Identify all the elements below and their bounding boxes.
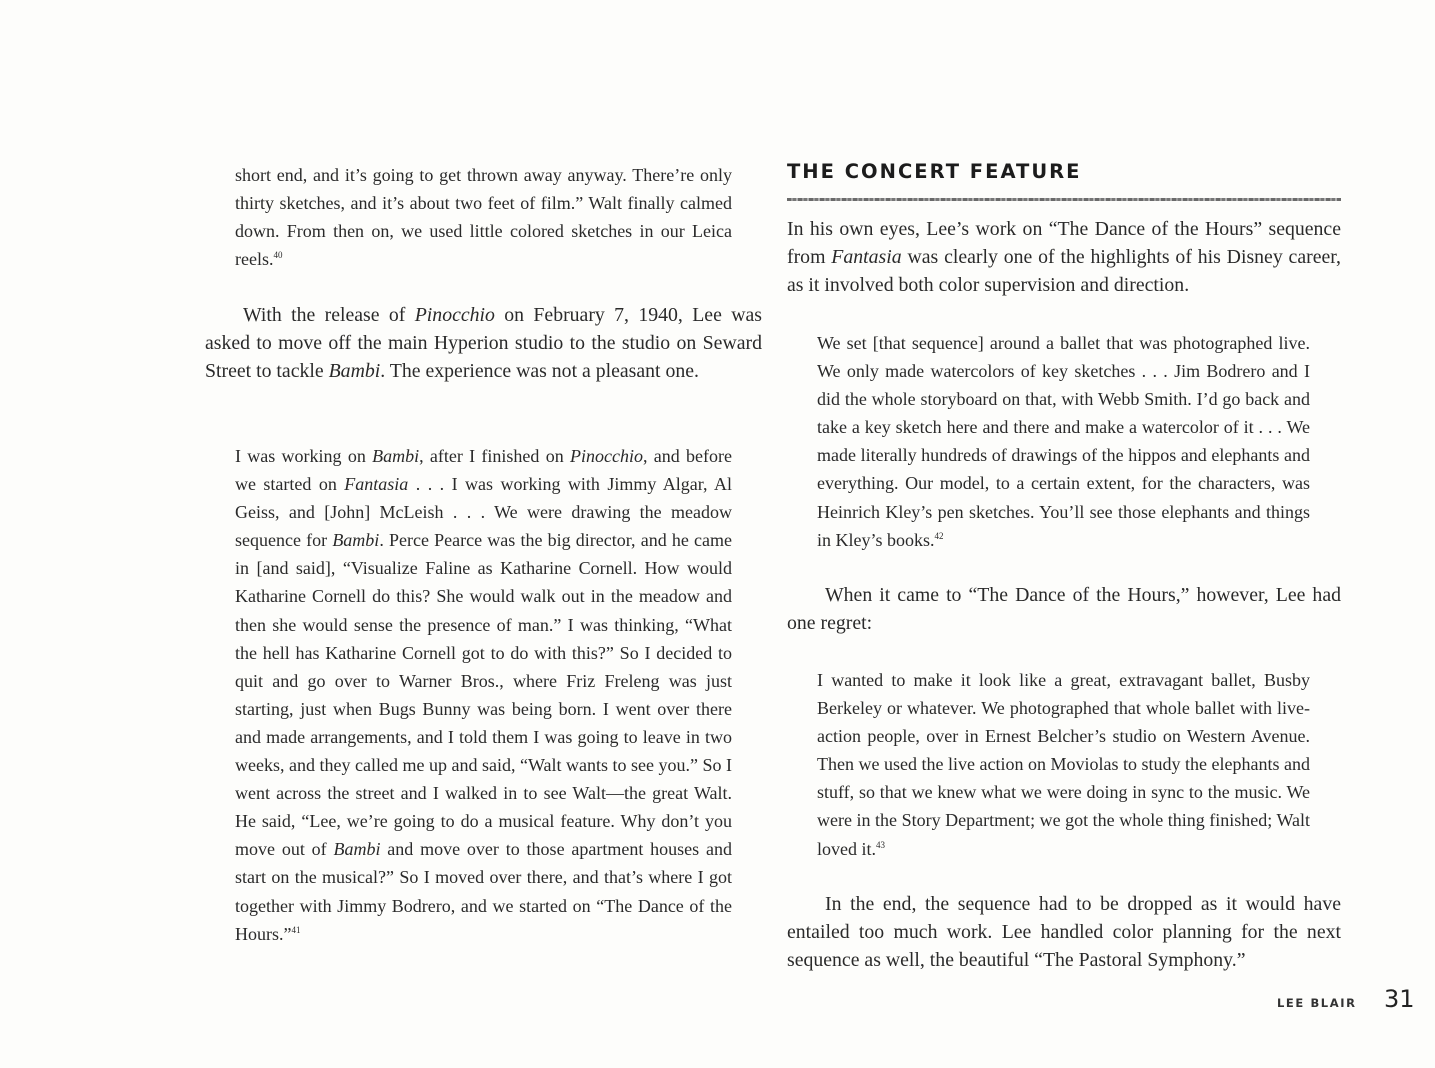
running-head: LEE BLAIR xyxy=(1277,996,1357,1010)
left-quote-continuation: short end, and it’s going to get thrown away anyway. There’re only thirty sketches, and it’s about two feet of film.” Walt finally calmed down. From then on, we used little colored sketches in our Leica reels.$^{40}$ xyxy=(235,165,732,270)
section-rule xyxy=(787,198,1341,201)
left-paragraph-1: With the release of Pinocchio on February 7, 1940, Lee was asked to move off the main Hyperion studio to the studio on Seward Street to tackle Bambi. The experience was not a pleasant one. xyxy=(205,304,762,383)
right-paragraph-1: In his own eyes, Lee’s work on “The Dance of the Hours” sequence from Fantasia was clearly one of the highlights of his Disney career, as it involved both color supervision and direction. xyxy=(787,218,1341,297)
page-number: 31 xyxy=(1384,985,1415,1013)
footnote-ref-40: 40 xyxy=(273,250,283,261)
left-blockquote-bambi: I was working on Bambi, after I finished on Pinocchio, and before we started on Fantasia . . . I was working with Jimmy Algar, Al Geiss, and [John] McLeish . . . We were drawing the meadow sequence for Bambi. Perce Pearce was the big director, and he came in [and said], “Visualize Faline as Katharine Cornell. How would Katharine Cornell do this? She would walk out in the meadow and then she would sense the presence of man.” I was thinking, “What the hell has Katharine Cornell got to do with this?” So I decided to quit and go over to Warner Bros., where Friz Freleng was just starting, just when Bugs Bunny was being born. I went over there and made arrangements, and I told them I was going to leave in two weeks, and they called me up and said, “Walt wants to see you.” So I went across the street and I walked in to see Walt—the great Walt. He said, “Lee, we’re going to do a musical feature. Why don’t you move out of Bambi and move over to those apartment houses and start on the musical?” So I moved over there, and that’s where I got together with Jimmy Bodrero, and we started on “The Dance of the Hours.”$^{41}$ xyxy=(235,446,733,944)
footnote-ref-41: 41 xyxy=(291,924,301,935)
right-blockquote-regret: I wanted to make it look like a great, extravagant ballet, Busby Berkeley or whatever. We photographed that whole ballet with live-action people, over in Ernest Belcher’s studio on Western Avenue. Then we used the live action on Moviolas to study the elephants and stuff, so that we knew what we were doing in sync to the music. We were in the Story Department; we got the whole thing finished; Walt loved it.$^{43}$ xyxy=(817,670,1310,859)
footnote-ref-42: 42 xyxy=(934,530,944,541)
right-paragraph-2: When it came to “The Dance of the Hours,” however, Lee had one regret: xyxy=(787,584,1341,635)
right-paragraph-3: In the end, the sequence had to be dropped as it would have entailed too much work. Lee handled color planning for the next sequence as well, the beautiful “The Pastoral Symphony.” xyxy=(787,893,1341,972)
footnote-ref-43: 43 xyxy=(876,839,885,850)
right-blockquote-ballet: We set [that sequence] around a ballet that was photographed live. We only made watercolors of key sketches . . . Jim Bodrero and I did the whole storyboard on that, with Webb Smith. I’d go back and take a key sketch here and there and make a watercolor of it . . . We made literally hundreds of drawings of the hippos and elephants and everything. Our model, to a certain extent, for the characters, was Heinrich Kley’s pen sketches. You’ll see those elephants and things in Kley’s books.$^{42}$ xyxy=(817,333,1310,550)
section-title: THE CONCERT FEATURE xyxy=(787,160,1082,183)
